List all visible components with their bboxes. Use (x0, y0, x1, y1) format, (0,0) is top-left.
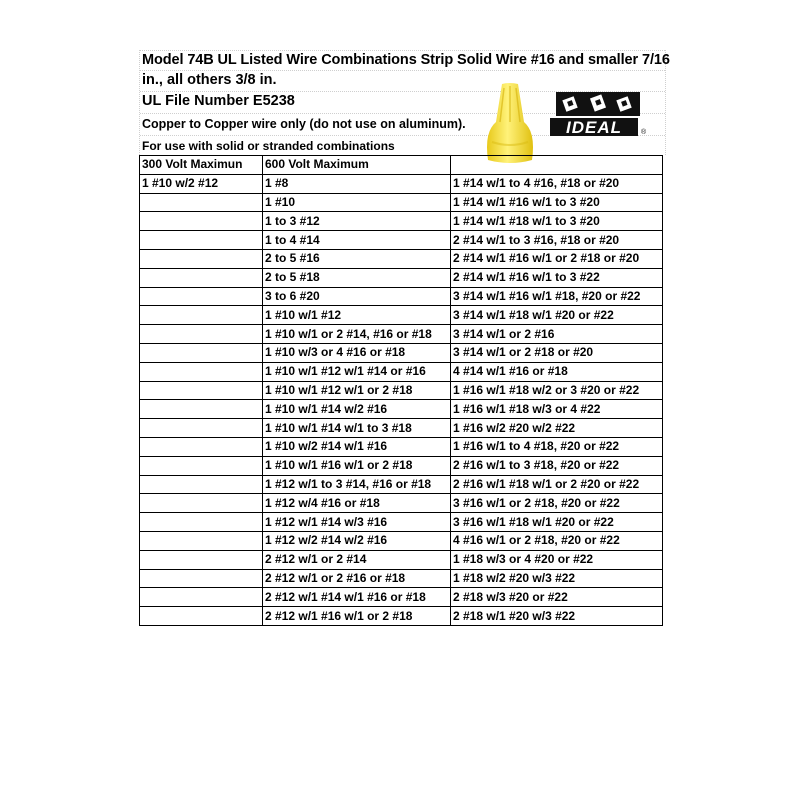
table-row (140, 400, 663, 419)
table-cell (140, 325, 263, 344)
table-cell: 1 #12 w/1 to 3 #14, #16 or #18 (263, 475, 451, 494)
table-cell: 2 #12 w/1 #16 w/1 or 2 #18 (263, 607, 451, 626)
table-cell: 1 #14 w/1 to 4 #16, #18 or #20 (451, 174, 663, 193)
table-cell: 1 #10 w/1 #14 w/1 to 3 #18 (263, 419, 451, 438)
table-row (140, 306, 663, 325)
table-cell: 1 #14 w/1 #16 w/1 to 3 #20 (451, 193, 663, 212)
table-cell (140, 475, 263, 494)
table-cell (140, 437, 263, 456)
table-cell (140, 550, 263, 569)
table-cell (140, 588, 263, 607)
table-cell (140, 212, 263, 231)
table-cell (140, 287, 263, 306)
table-cell (140, 381, 263, 400)
table-cell: 1 #12 w/4 #16 or #18 (263, 494, 451, 513)
header-block (139, 50, 670, 155)
table-cell: 2 #12 w/1 or 2 #16 or #18 (263, 569, 451, 588)
table-cell: 1 #10 w/1 #12 (263, 306, 451, 325)
table-cell: 3 #16 w/1 #18 w/1 #20 or #22 (451, 513, 663, 532)
table-row (140, 419, 663, 438)
table-row (140, 381, 663, 400)
table-cell: 4 #16 w/1 or 2 #18, #20 or #22 (451, 531, 663, 550)
table-cell: 1 #10 w/3 or 4 #16 or #18 (263, 343, 451, 362)
table-cell (140, 513, 263, 532)
table-cell: 2 #14 w/1 to 3 #16, #18 or #20 (451, 231, 663, 250)
table-row (140, 494, 663, 513)
table-cell (140, 362, 263, 381)
table-cell (140, 607, 263, 626)
table-cell: 1 #12 w/2 #14 w/2 #16 (263, 531, 451, 550)
table-cell (140, 456, 263, 475)
table-row (140, 513, 663, 532)
table-cell: 3 #14 w/1 or 2 #16 (451, 325, 663, 344)
table-cell (140, 494, 263, 513)
table-row (140, 607, 663, 626)
table-cell (140, 400, 263, 419)
table-cell: 1 #14 w/1 #18 w/1 to 3 #20 (451, 212, 663, 231)
table-row (140, 362, 663, 381)
table-cell: 1 #10 w/1 or 2 #14, #16 or #18 (263, 325, 451, 344)
header-600-volt: 600 Volt Maximum (263, 156, 451, 175)
table-row (140, 231, 663, 250)
logo-text: IDEAL (566, 118, 622, 137)
table-cell: 1 #8 (263, 174, 451, 193)
table-cell: 3 #14 w/1 or 2 #18 or #20 (451, 343, 663, 362)
table-cell (140, 268, 263, 287)
table-cell: 1 #10 w/1 #12 w/1 or 2 #18 (263, 381, 451, 400)
table-cell: 2 #12 w/1 #14 w/1 #16 or #18 (263, 588, 451, 607)
table-row (140, 475, 663, 494)
table-cell: 1 #10 w/1 #14 w/2 #16 (263, 400, 451, 419)
title-line-1: Model 74B UL Listed Wire Combinations Strip Solid Wire #16 and smaller 7/16 (142, 52, 670, 68)
table-row (140, 193, 663, 212)
table-cell: 1 #18 w/2 #20 w/3 #22 (451, 569, 663, 588)
wire-combinations-table (139, 155, 663, 626)
table-cell: 2 #18 w/3 #20 or #22 (451, 588, 663, 607)
table-row (140, 343, 663, 362)
copper-note: Copper to Copper wire only (do not use on aluminum). (142, 117, 466, 131)
table-cell: 3 #14 w/1 #16 w/1 #18, #20 or #22 (451, 287, 663, 306)
table-cell: 1 to 3 #12 (263, 212, 451, 231)
table-cell: 1 #10 w/1 #16 w/1 or 2 #18 (263, 456, 451, 475)
table-header-row (140, 156, 663, 175)
table-cell: 1 #12 w/1 #14 w/3 #16 (263, 513, 451, 532)
table-cell: 1 #10 (263, 193, 451, 212)
table-cell: 2 #14 w/1 #16 w/1 or 2 #18 or #20 (451, 249, 663, 268)
table-cell: 2 #14 w/1 #16 w/1 to 3 #22 (451, 268, 663, 287)
table-row (140, 287, 663, 306)
table-row (140, 325, 663, 344)
logo-registered: ® (641, 129, 647, 136)
table-cell: 1 #16 w/1 #18 w/3 or 4 #22 (451, 400, 663, 419)
table-cell: 2 #18 w/1 #20 w/3 #22 (451, 607, 663, 626)
table-cell: 1 #10 w/2 #14 w/1 #16 (263, 437, 451, 456)
table-cell (140, 419, 263, 438)
table-cell (140, 569, 263, 588)
table-cell: 1 to 4 #14 (263, 231, 451, 250)
table-cell: 1 #16 w/1 #18 w/2 or 3 #20 or #22 (451, 381, 663, 400)
table-cell: 2 #12 w/1 or 2 #14 (263, 550, 451, 569)
table-cell: 2 to 5 #16 (263, 249, 451, 268)
ideal-logo (548, 90, 648, 142)
table-cell (140, 343, 263, 362)
table-cell: 2 #16 w/1 #18 w/1 or 2 #20 or #22 (451, 475, 663, 494)
table-row (140, 550, 663, 569)
table-cell: 1 #16 w/1 to 4 #18, #20 or #22 (451, 437, 663, 456)
table-cell (140, 231, 263, 250)
table-row (140, 268, 663, 287)
table-cell: 3 #14 w/1 #18 w/1 #20 or #22 (451, 306, 663, 325)
table-cell (140, 249, 263, 268)
table-cell (140, 531, 263, 550)
table-cell: 2 #16 w/1 to 3 #18, #20 or #22 (451, 456, 663, 475)
ul-file-number: UL File Number E5238 (142, 93, 295, 109)
spec-sheet (139, 50, 670, 155)
wire-connector-icon (480, 82, 540, 164)
table-cell: 3 to 6 #20 (263, 287, 451, 306)
table-cell: 4 #14 w/1 #16 or #18 (451, 362, 663, 381)
solid-stranded-note: For use with solid or stranded combinations (142, 139, 395, 153)
title-line-2: in., all others 3/8 in. (142, 72, 277, 88)
table-cell (140, 193, 263, 212)
table-cell: 1 #18 w/3 or 4 #20 or #22 (451, 550, 663, 569)
table-row (140, 569, 663, 588)
table-row (140, 174, 663, 193)
table-row (140, 588, 663, 607)
table-cell (140, 306, 263, 325)
table-cell: 1 #10 w/1 #12 w/1 #14 or #16 (263, 362, 451, 381)
table-row (140, 531, 663, 550)
table-row (140, 212, 663, 231)
table-cell: 1 #16 w/2 #20 w/2 #22 (451, 419, 663, 438)
header-blank (451, 156, 663, 175)
header-300-volt: 300 Volt Maximun (140, 156, 263, 175)
table-cell: 3 #16 w/1 or 2 #18, #20 or #22 (451, 494, 663, 513)
table-row (140, 249, 663, 268)
table-row (140, 437, 663, 456)
table-row (140, 456, 663, 475)
table-cell: 2 to 5 #18 (263, 268, 451, 287)
table-cell: 1 #10 w/2 #12 (140, 174, 263, 193)
